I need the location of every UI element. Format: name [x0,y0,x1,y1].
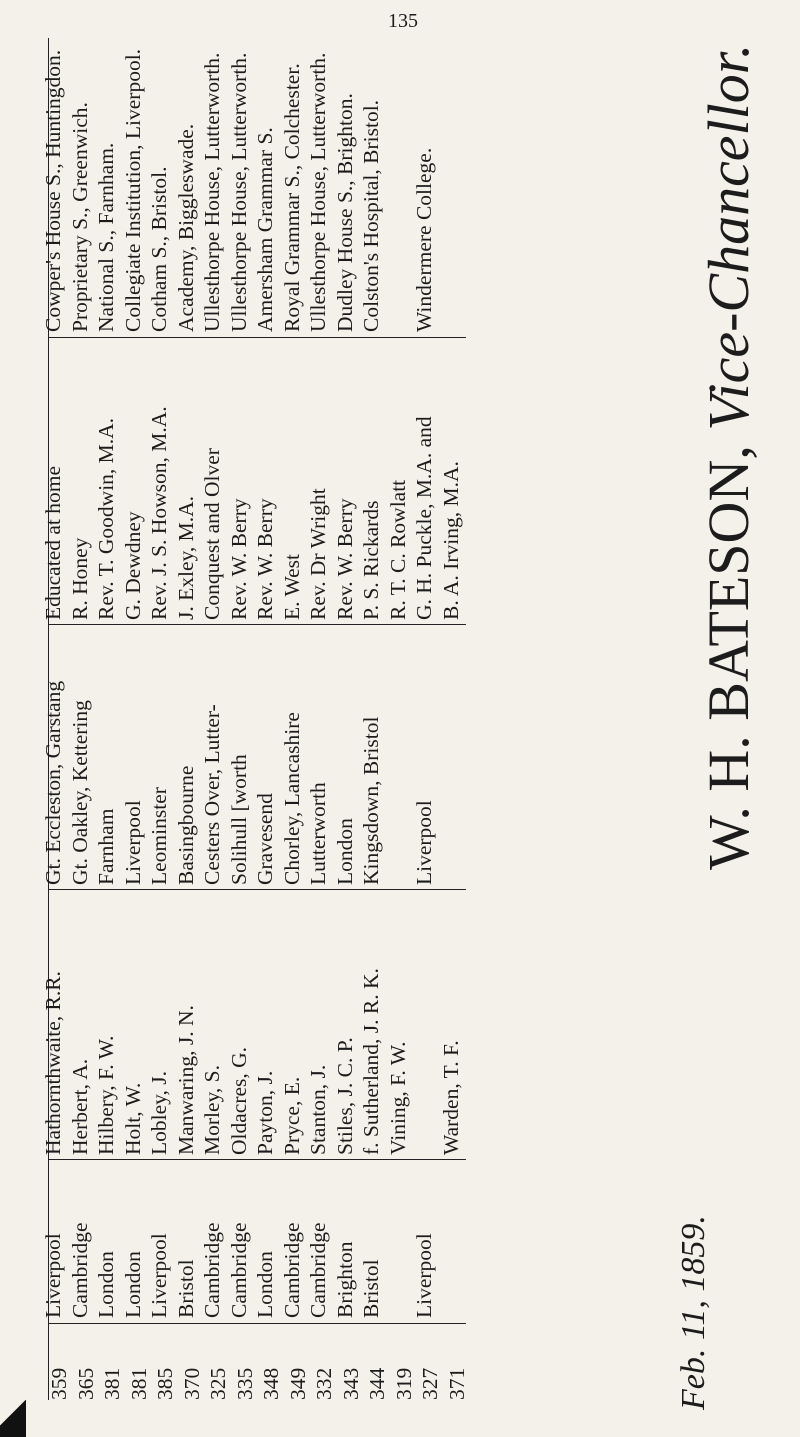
town-cell: Cambridge [279,1222,304,1318]
school-cell: Collegiate Institution, Liverpool. [120,48,145,332]
edu-cell: Rev. T. Goodwin, M.A. [94,417,118,620]
educated-column [40,340,540,620]
place-cell: Kingsdown, Bristol [359,716,383,885]
town-cell: Cambridge [67,1222,92,1318]
num-cell: 348 [259,1367,283,1400]
edu-cell: G. Dewdney [120,511,145,620]
name-cell: Lobley, J. [147,1071,171,1155]
place-cell: Liverpool [412,800,436,885]
num-cell: 343 [338,1367,363,1400]
num-cell: 327 [418,1367,442,1400]
school-cell: Academy, Biggleswade. [173,123,198,332]
column-rule [48,337,466,338]
name-cell: Pryce, E. [279,1076,304,1155]
town-cell: Cambridge [306,1222,330,1318]
edu-cell: Rev. W. Berry [226,498,251,620]
edu-cell: B. A. Irving, M.A. [438,461,463,620]
number-column [46,1330,546,1400]
name-cell: Oldacres, G. [226,1046,251,1155]
school-cell: National S., Farnham. [94,142,118,332]
school-cell [385,32,412,332]
town-cell: London [253,1251,277,1318]
edu-cell: J. Exley, M.A. [173,495,198,620]
school-cell: Cowper's House S., Huntingdon. [41,49,65,332]
school-cell: Ullesthorpe House, Lutterworth. [306,52,330,332]
signature-name: W. H. BATESON, [696,445,761,870]
num-cell: 319 [391,1367,416,1400]
num-cell: 349 [285,1367,310,1400]
school-cell: Proprietary S., Greenwich. [67,102,92,332]
town-column [40,1188,540,1318]
signature-title: Vice-Chancellor. [696,43,761,431]
signature [695,43,762,870]
place-column [40,625,540,885]
name-cell: Manwaring, J. N. [173,1005,198,1155]
name-cell: Hathornthwaite, R.R. [41,971,65,1155]
school-column [40,32,540,332]
num-cell: 359 [47,1367,71,1400]
page-corner [0,1400,26,1437]
school-cell: Royal Grammar S., Colchester. [279,63,304,332]
name-cell: f. Sutherland, J. R. K. [359,968,383,1155]
place-cell: Solihull [worth [226,754,251,885]
column-rule [48,889,466,890]
column-rule [48,1159,466,1160]
name-cell: Payton, J. [253,1070,277,1155]
place-cell: Leominster [147,787,171,885]
dateline: Feb. 11, 1859. [675,1215,712,1410]
edu-cell: Rev. W. Berry [332,498,357,620]
edu-cell: Educated at home [41,465,65,620]
num-cell: 332 [312,1367,336,1400]
place-cell: Gravesend [253,793,277,885]
num-cell: 325 [206,1367,230,1400]
town-cell: Liverpool [147,1233,171,1318]
town-cell: Cambridge [200,1222,224,1318]
place-cell: Cesters Over, Lutter- [200,704,224,885]
school-cell: Amersham Grammar S. [253,127,277,332]
place-cell: London [332,818,357,885]
num-cell: 370 [179,1367,204,1400]
edu-cell: P. S. Rickards [359,500,383,620]
place-cell [438,625,465,885]
school-cell: Cotham S., Bristol. [147,166,171,332]
place-cell: Farnham [94,808,118,885]
school-cell [438,32,465,332]
name-cell: Herbert, A. [67,1058,92,1155]
num-cell: 344 [365,1367,389,1400]
place-cell [385,625,412,885]
name-cell [411,895,438,1155]
school-cell: Windermere College. [412,147,436,332]
town-cell: Bristol [359,1259,383,1318]
name-cell: Vining, F. W. [385,1041,410,1155]
place-cell: Lutterworth [306,782,330,885]
place-cell: Basingbourne [173,765,198,885]
town-cell: London [120,1251,145,1318]
edu-cell: Rev. W. Berry [253,498,277,620]
num-cell: 381 [100,1367,124,1400]
results-table [40,35,540,1400]
edu-cell: G. H. Puckle, M.A. and [412,416,436,620]
name-cell: Morley, S. [200,1065,224,1155]
town-cell: Liverpool [412,1233,436,1318]
num-cell: 381 [126,1367,151,1400]
place-cell: Liverpool [120,800,145,885]
school-cell: Ullesthorpe House, Lutterworth. [200,52,224,332]
edu-cell: Rev. J. S. Howson, M.A. [147,406,171,620]
name-column [40,895,540,1155]
num-cell: 371 [444,1367,469,1400]
place-cell: Gt. Eccleston, Garstang [41,680,65,885]
town-cell: Cambridge [226,1222,251,1318]
town-cell: London [94,1251,118,1318]
num-cell: 365 [73,1367,98,1400]
name-cell: Hilbery, F. W. [94,1035,118,1155]
school-cell: Ullesthorpe House, Lutterworth. [226,52,251,332]
edu-cell: R. T. C. Rowlatt [385,479,410,620]
name-cell: Stanton, J. [306,1064,330,1155]
town-cell: Brighton [332,1241,357,1318]
page-number: 135 [388,10,418,32]
school-cell: Dudley House S., Brighton. [332,93,357,332]
edu-cell: E. West [279,554,304,620]
name-cell: Holt, W. [120,1082,145,1155]
column-rule [48,1323,466,1324]
edu-cell: Rev. Dr Wright [306,488,330,620]
place-cell: Gt. Oakley, Kettering [67,700,92,885]
name-cell: Warden, T. F. [438,1040,463,1155]
town-cell [438,1188,465,1318]
town-cell: Bristol [173,1259,198,1318]
town-cell [385,1188,412,1318]
num-cell: 385 [153,1367,177,1400]
edu-cell: Conquest and Olver [200,448,224,620]
place-cell: Chorley, Lancashire [279,712,304,885]
school-cell: Colston's Hospital, Bristol. [359,99,383,332]
num-cell: 335 [232,1367,257,1400]
edu-cell: R. Honey [67,537,92,620]
name-cell: Stiles, J. C. P. [332,1037,357,1155]
town-cell: Liverpool [41,1233,65,1318]
